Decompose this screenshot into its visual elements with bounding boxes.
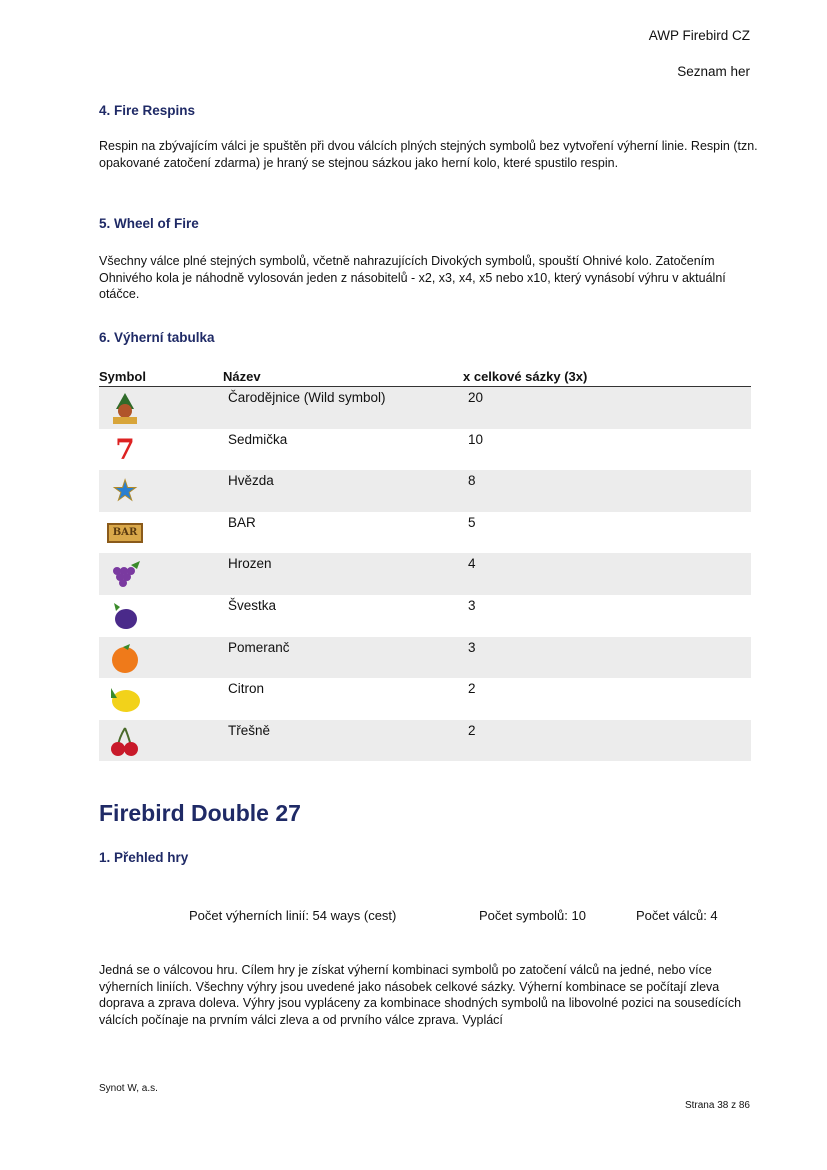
section-title: 6. Výherní tabulka [99,330,215,345]
table-row [99,512,751,554]
table-row [99,720,751,762]
section-text: Všechny válce plné stejných symbolů, včetně nahrazujících Divokých symbolů, spouští Ohnivé kolo. Zatočením Ohnivého kola je náhodně vylosován jeden z násobitelů - x2, x3, x4, x5 nebo x10, který vynásobí výhru v aktuální otáčce. [99,254,726,301]
star-icon: ★ [112,475,138,507]
header-subtitle: Seznam her [677,64,750,79]
stat-symbols: Počet symbolů: 10 [479,908,586,923]
symbol-name: Pomeranč [228,639,290,655]
symbol-name: Sedmička [228,431,288,447]
table-row [99,678,751,720]
symbol-value: 2 [468,722,476,738]
section-title: 4. Fire Respins [99,103,196,118]
symbol-name: Čarodějnice (Wild symbol) [228,390,386,405]
symbol-value: 4 [468,556,476,572]
symbol-value: 3 [468,639,476,655]
page-number: Strana 38 z 86 [684,1100,750,1111]
table-header [99,368,751,387]
grapes-icon [107,557,143,591]
cherries-icon [107,724,143,758]
symbol-value: 8 [468,473,476,489]
table-row [99,429,751,471]
table-row [99,553,751,595]
symbol-value: 3 [468,597,476,613]
symbol-name: Třešně [228,722,271,738]
bar-icon: BAR [107,516,143,550]
symbol-value: 20 [468,390,484,405]
plum-icon [107,599,143,633]
seven-icon: 7 [115,432,135,466]
symbol-value: 2 [468,681,476,697]
section-title: 1. Přehled hry [99,850,189,865]
column-header: Název [223,369,261,384]
section-title: 5. Wheel of Fire [99,216,199,231]
footer-company: Synot W, a.s. [99,1083,158,1094]
paytable [99,368,751,761]
table-row [99,637,751,679]
stat-paylines: Počet výherních linií: 54 ways (cest) [189,908,397,923]
orange-icon [107,641,143,675]
section-text: Respin na zbývajícím válci je spuštěn při dvou válcích plných stejných symbolů bez vytvoření výherní linie. Respin (tzn. opakované zatočení zdarma) je hraný se stejnou sázkou jako herní kolo, které spustilo respin. [99,139,758,170]
witch-wild-icon [107,391,143,425]
symbol-value: 10 [468,431,484,447]
game-description: Jedná se o válcovou hru. Cílem hry je získat výherní kombinaci symbolů po zatočení válců na jedné, nebo více výherních liniích. Všechny výhry jsou uvedené jako násobek celkové sázky. Výherní kombinace se počítají zleva doprava a zprava doleva. Výhry jsou vypláceny za kombinace shodných symbolů na libovolné pozici na sousedících válcích počínaje na prvním válci zleva a od prvního válce zprava. Vyplácí [99,963,742,1027]
table-row [99,470,751,512]
column-header: x celkové sázky (3x) [463,369,588,384]
header-title: AWP Firebird CZ [648,28,750,43]
lemon-icon [107,682,143,716]
symbol-name: Švestka [228,597,277,613]
game-title: Firebird Double 27 [99,800,301,826]
stat-reels: Počet válců: 4 [636,908,718,923]
symbol-name: Citron [228,681,265,697]
column-header: Symbol [99,369,146,384]
table-row [99,387,751,429]
symbol-name: BAR [228,514,256,530]
symbol-name: Hvězda [228,473,274,489]
symbol-name: Hrozen [228,556,272,572]
symbol-value: 5 [468,514,476,530]
table-row [99,595,751,637]
